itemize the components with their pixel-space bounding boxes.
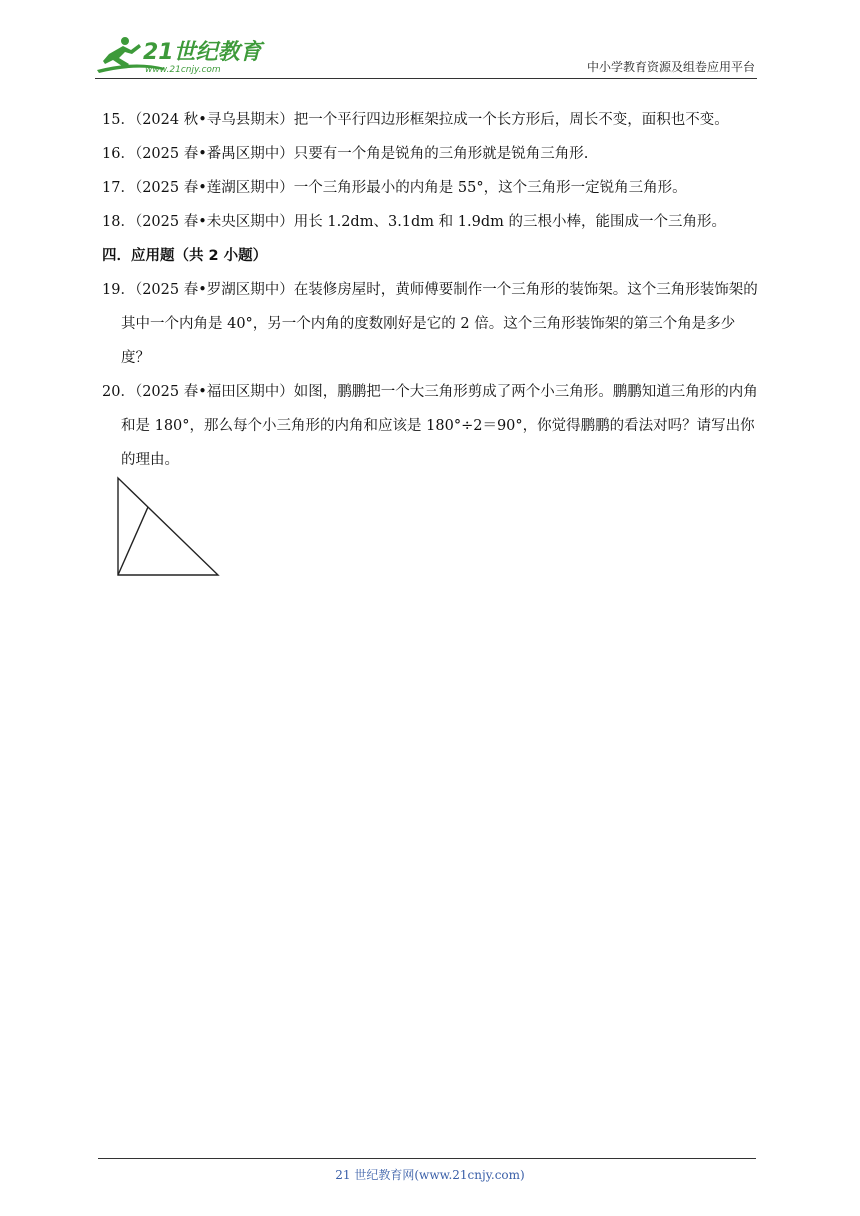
question-17 <box>102 171 760 205</box>
question-text: （2025 春•番禺区期中）只要有一个角是锐角的三角形就是锐角三角形. <box>134 146 589 162</box>
question-20 <box>102 375 760 477</box>
question-number: 19． <box>102 282 135 298</box>
question-number: 18． <box>102 214 135 230</box>
dividing-line <box>118 507 148 575</box>
question-number: 20． <box>102 384 135 400</box>
footer-text: 21 世纪教育网(www.21cnjy.com) <box>335 1168 525 1182</box>
question-number: 15． <box>102 112 135 128</box>
question-number: 17． <box>102 180 135 196</box>
logo-21cnjy <box>95 32 265 76</box>
question-list <box>102 103 760 477</box>
footer-divider <box>98 1158 756 1159</box>
question-text: （2025 春•莲湖区期中）一个三角形最小的内角是 55°，这个三角形一定锐角三角形。 <box>134 180 687 196</box>
logo-url: www.21cnjy.com <box>145 65 221 75</box>
question-text: （2024 秋•寻乌县期末）把一个平行四边形框架拉成一个长方形后，周长不变，面积也不变。 <box>134 112 729 128</box>
logo-text: 21世纪教育 <box>143 40 262 65</box>
triangle-figure <box>115 476 221 578</box>
question-19 <box>102 273 760 375</box>
question-18 <box>102 205 760 239</box>
question-number: 16． <box>102 146 135 162</box>
question-16 <box>102 137 760 171</box>
question-text: （2025 春•福田区期中）如图，鹏鹏把一个大三角形剪成了两个小三角形。鹏鹏知道三角形的内角和是 180°，那么每个小三角形的内角和应该是 180°÷2＝90°，你觉得鹏鹏的看法对吗？请写出你的理由。 <box>121 384 758 468</box>
page-header <box>95 30 757 79</box>
header-platform-text: 中小学教育资源及组卷应用平台 <box>586 60 755 74</box>
section-title: 四．应用题（共 2 小题） <box>102 248 268 264</box>
question-15 <box>102 103 760 137</box>
question-text: （2025 春•未央区期中）用长 1.2dm、3.1dm 和 1.9dm 的三根小棒，能围成一个三角形。 <box>134 214 726 230</box>
large-triangle <box>118 478 218 575</box>
question-text: （2025 春•罗湖区期中）在装修房屋时，黄师傅要制作一个三角形的装饰架。这个三角形装饰架的其中一个内角是 40°，另一个内角的度数刚好是它的 2 倍。这个三角形装饰架的第三个角是多少度？ <box>121 282 758 366</box>
